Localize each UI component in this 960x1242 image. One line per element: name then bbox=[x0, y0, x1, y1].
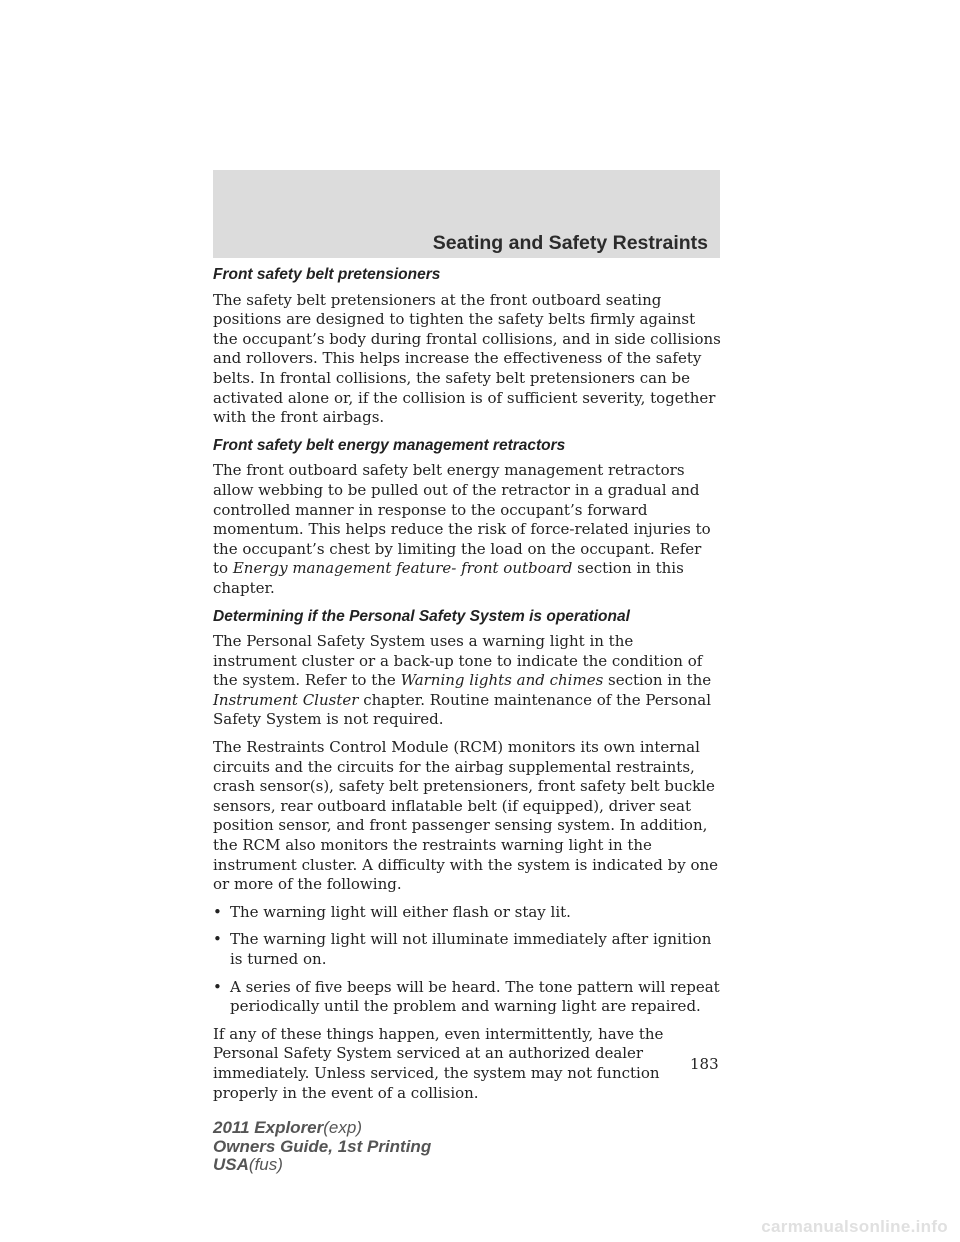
cross-reference-instrument-cluster: Instrument Cluster bbox=[213, 690, 359, 709]
list-item bbox=[213, 930, 721, 969]
paragraph-text: section in this chapter. bbox=[213, 559, 684, 597]
paragraph-text: chapter. Routine maintenance of the Personal Safety System is not required. bbox=[213, 690, 711, 729]
section-title: Seating and Safety Restraints bbox=[432, 232, 708, 254]
section-header-band bbox=[213, 170, 720, 258]
paragraph-text: section in the bbox=[603, 671, 712, 690]
bullet-icon: • bbox=[213, 977, 222, 996]
difficulty-indicator-list bbox=[213, 903, 721, 1017]
watermark: carmanualsonline.info bbox=[761, 1217, 948, 1236]
bullet-icon: • bbox=[213, 930, 222, 949]
bullet-icon: • bbox=[213, 902, 222, 921]
document-footer bbox=[213, 1119, 431, 1175]
page-number: 183 bbox=[690, 1055, 719, 1073]
footer-line-model bbox=[213, 1119, 431, 1138]
footer-printing: Owners Guide, 1st Printing bbox=[213, 1136, 432, 1156]
page-content bbox=[213, 262, 721, 1111]
heading-system-operational: Determining if the Personal Safety System is operational bbox=[213, 607, 630, 625]
cross-reference-warning-lights: Warning lights and chimes bbox=[400, 671, 604, 690]
list-item bbox=[213, 903, 721, 923]
list-item-text: The warning light will either flash or stay lit. bbox=[230, 902, 571, 921]
paragraph-rcm: The Restraints Control Module (RCM) monitors its own internal circuits and the circuits for the airbag supplemental restraints, crash sensor(s), safety belt pretensioners, front safety belt buckle sensors, rear outboard inflatable belt (if equipped), driver seat position sensor, and front passenger sensing system. In addition, the RCM also monitors the restraints warning light in the instrument cluster. A difficulty with the system is indicated by one or more of the following. bbox=[213, 738, 719, 894]
footer-model: 2011 Explorer bbox=[213, 1118, 324, 1137]
cross-reference-energy-management: Energy management feature- front outboard bbox=[232, 559, 573, 578]
footer-line-printing bbox=[213, 1138, 431, 1157]
paragraph-text: The Personal Safety System uses a warning light in the instrument cluster or a back-up tone to indicate the condition of the system. Refer to the bbox=[213, 632, 703, 690]
list-item-text: A series of five beeps will be heard. The tone pattern will repeat periodically until the problem and warning light are repaired. bbox=[230, 977, 720, 1016]
heading-pretensioners: Front safety belt pretensioners bbox=[213, 266, 441, 283]
footer-line-market bbox=[213, 1156, 431, 1175]
paragraph-energy-management-retractors bbox=[213, 461, 721, 598]
list-item bbox=[213, 978, 721, 1017]
paragraph-text: The front outboard safety belt energy management retractors allow webbing to be pulled out of the retractor in a gradual and controlled manner in response to the occupant’s forward momentum. This helps reduce the risk of force-related injuries to the occupant’s chest by limiting the load on the occupant. Refer to bbox=[213, 461, 711, 578]
footer-market: USA bbox=[213, 1155, 249, 1174]
footer-model-code: (exp) bbox=[323, 1118, 362, 1137]
list-item-text: The warning light will not illuminate immediately after ignition is turned on. bbox=[230, 930, 712, 968]
footer-market-code: (fus) bbox=[248, 1155, 283, 1174]
paragraph-service-advice: If any of these things happen, even intermittently, have the Personal Safety System serviced at an authorized dealer immediately. Unless serviced, the system may not function properly in the event of a collision. bbox=[213, 1024, 664, 1102]
paragraph-warning-light bbox=[213, 632, 721, 730]
paragraph-pretensioners: The safety belt pretensioners at the front outboard seating positions are designed to tighten the safety belts firmly against the occupant’s body during frontal collisions, and in side collisions and rollovers. This helps increase the effectiveness of the safety belts. In frontal collisions, the safety belt pretensioners can be activated alone or, if the collision is of sufficient severity, together with the front airbags. bbox=[213, 290, 721, 427]
heading-energy-management-retractors: Front safety belt energy management retractors bbox=[213, 436, 566, 454]
